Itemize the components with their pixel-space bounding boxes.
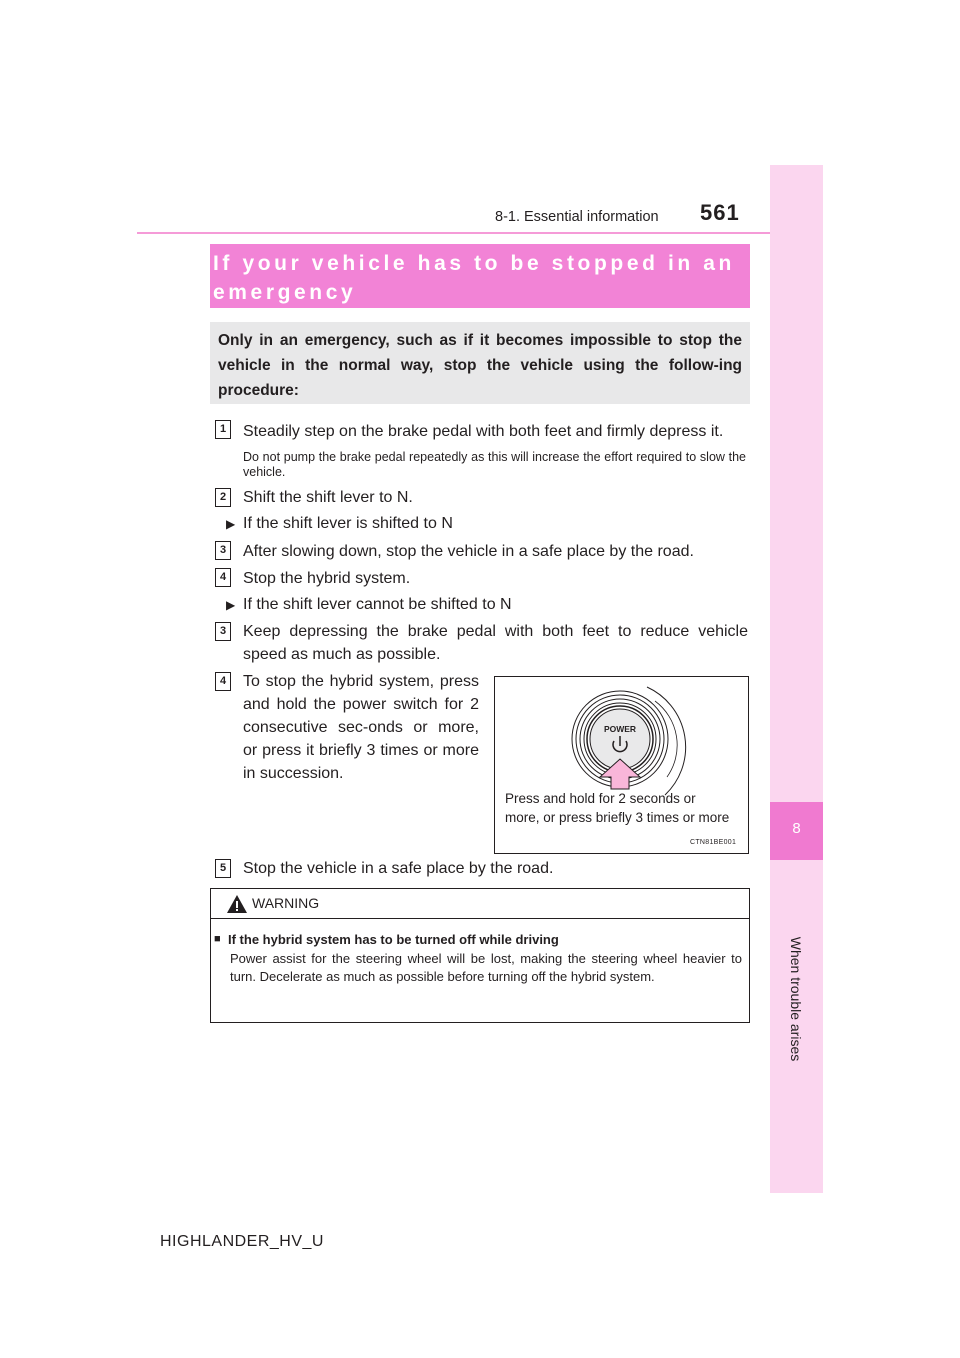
figure-caption: Press and hold for 2 seconds or more, or press briefly 3 times or more (505, 791, 730, 825)
step-text-4b: To stop the hybrid system, press and hold the power switch for 2 consecutive sec-onds or more, or press it briefly 3 times or more in succession. (243, 673, 479, 782)
warning-icon (226, 894, 248, 914)
chapter-number: 8 (792, 820, 801, 837)
triangle-bullet-icon: ▶ (226, 517, 236, 531)
sub-heading: If the shift lever is shifted to N (243, 515, 453, 532)
warning-title: WARNING (252, 895, 320, 911)
step-number-3b: 3 (215, 622, 231, 641)
step-number-2: 2 (215, 488, 231, 507)
triangle-bullet-icon: ▶ (226, 598, 236, 612)
step-number-1: 1 (215, 420, 231, 439)
step-text-3: After slowing down, stop the vehicle in a safe place by the road. (243, 543, 694, 560)
section-label: 8-1. Essential information (495, 209, 659, 225)
footer-model-code: HIGHLANDER_HV_U (160, 1233, 324, 1250)
step-number-5: 5 (215, 859, 231, 878)
intro-text: Only in an emergency, such as if it becomes impossible to stop the vehicle in the normal way, stop the vehicle using the follow-ing procedure: (218, 332, 742, 399)
header-rule (137, 232, 823, 234)
warning-text: Power assist for the steering wheel will be lost, making the steering wheel heavier to turn. Decelerate as much as possible before turning off the hybrid system. (230, 951, 742, 984)
step-number-3: 3 (215, 541, 231, 560)
step-note: Do not pump the brake pedal repeatedly as this will increase the effort required to slow the vehicle. (243, 450, 746, 479)
power-switch-figure (494, 676, 749, 854)
step-text-4: Stop the hybrid system. (243, 570, 411, 587)
warning-divider (210, 918, 750, 919)
chapter-title-text: When trouble arises (788, 936, 804, 1062)
section-title: If your vehicle has to be stopped in an emergency (213, 252, 735, 304)
step-text-3b: Keep depressing the brake pedal with both feet to reduce vehicle speed as much as possible. (243, 623, 748, 663)
warning-subtitle: If the hybrid system has to be turned off while driving (228, 932, 559, 947)
figure-code: CTN81BE001 (690, 839, 737, 846)
step-number-4: 4 (215, 568, 231, 587)
step-number-4b: 4 (215, 672, 231, 691)
step-text-5: Stop the vehicle in a safe place by the road. (243, 860, 554, 877)
sub-heading: If the shift lever cannot be shifted to N (243, 596, 512, 613)
step-text-1: Steadily step on the brake pedal with both feet and firmly depress it. (243, 423, 724, 440)
square-bullet-icon: ■ (214, 933, 221, 945)
svg-text:POWER: POWER (603, 724, 637, 734)
page-number: 561 (700, 200, 740, 225)
step-text-2: Shift the shift lever to N. (243, 489, 413, 506)
